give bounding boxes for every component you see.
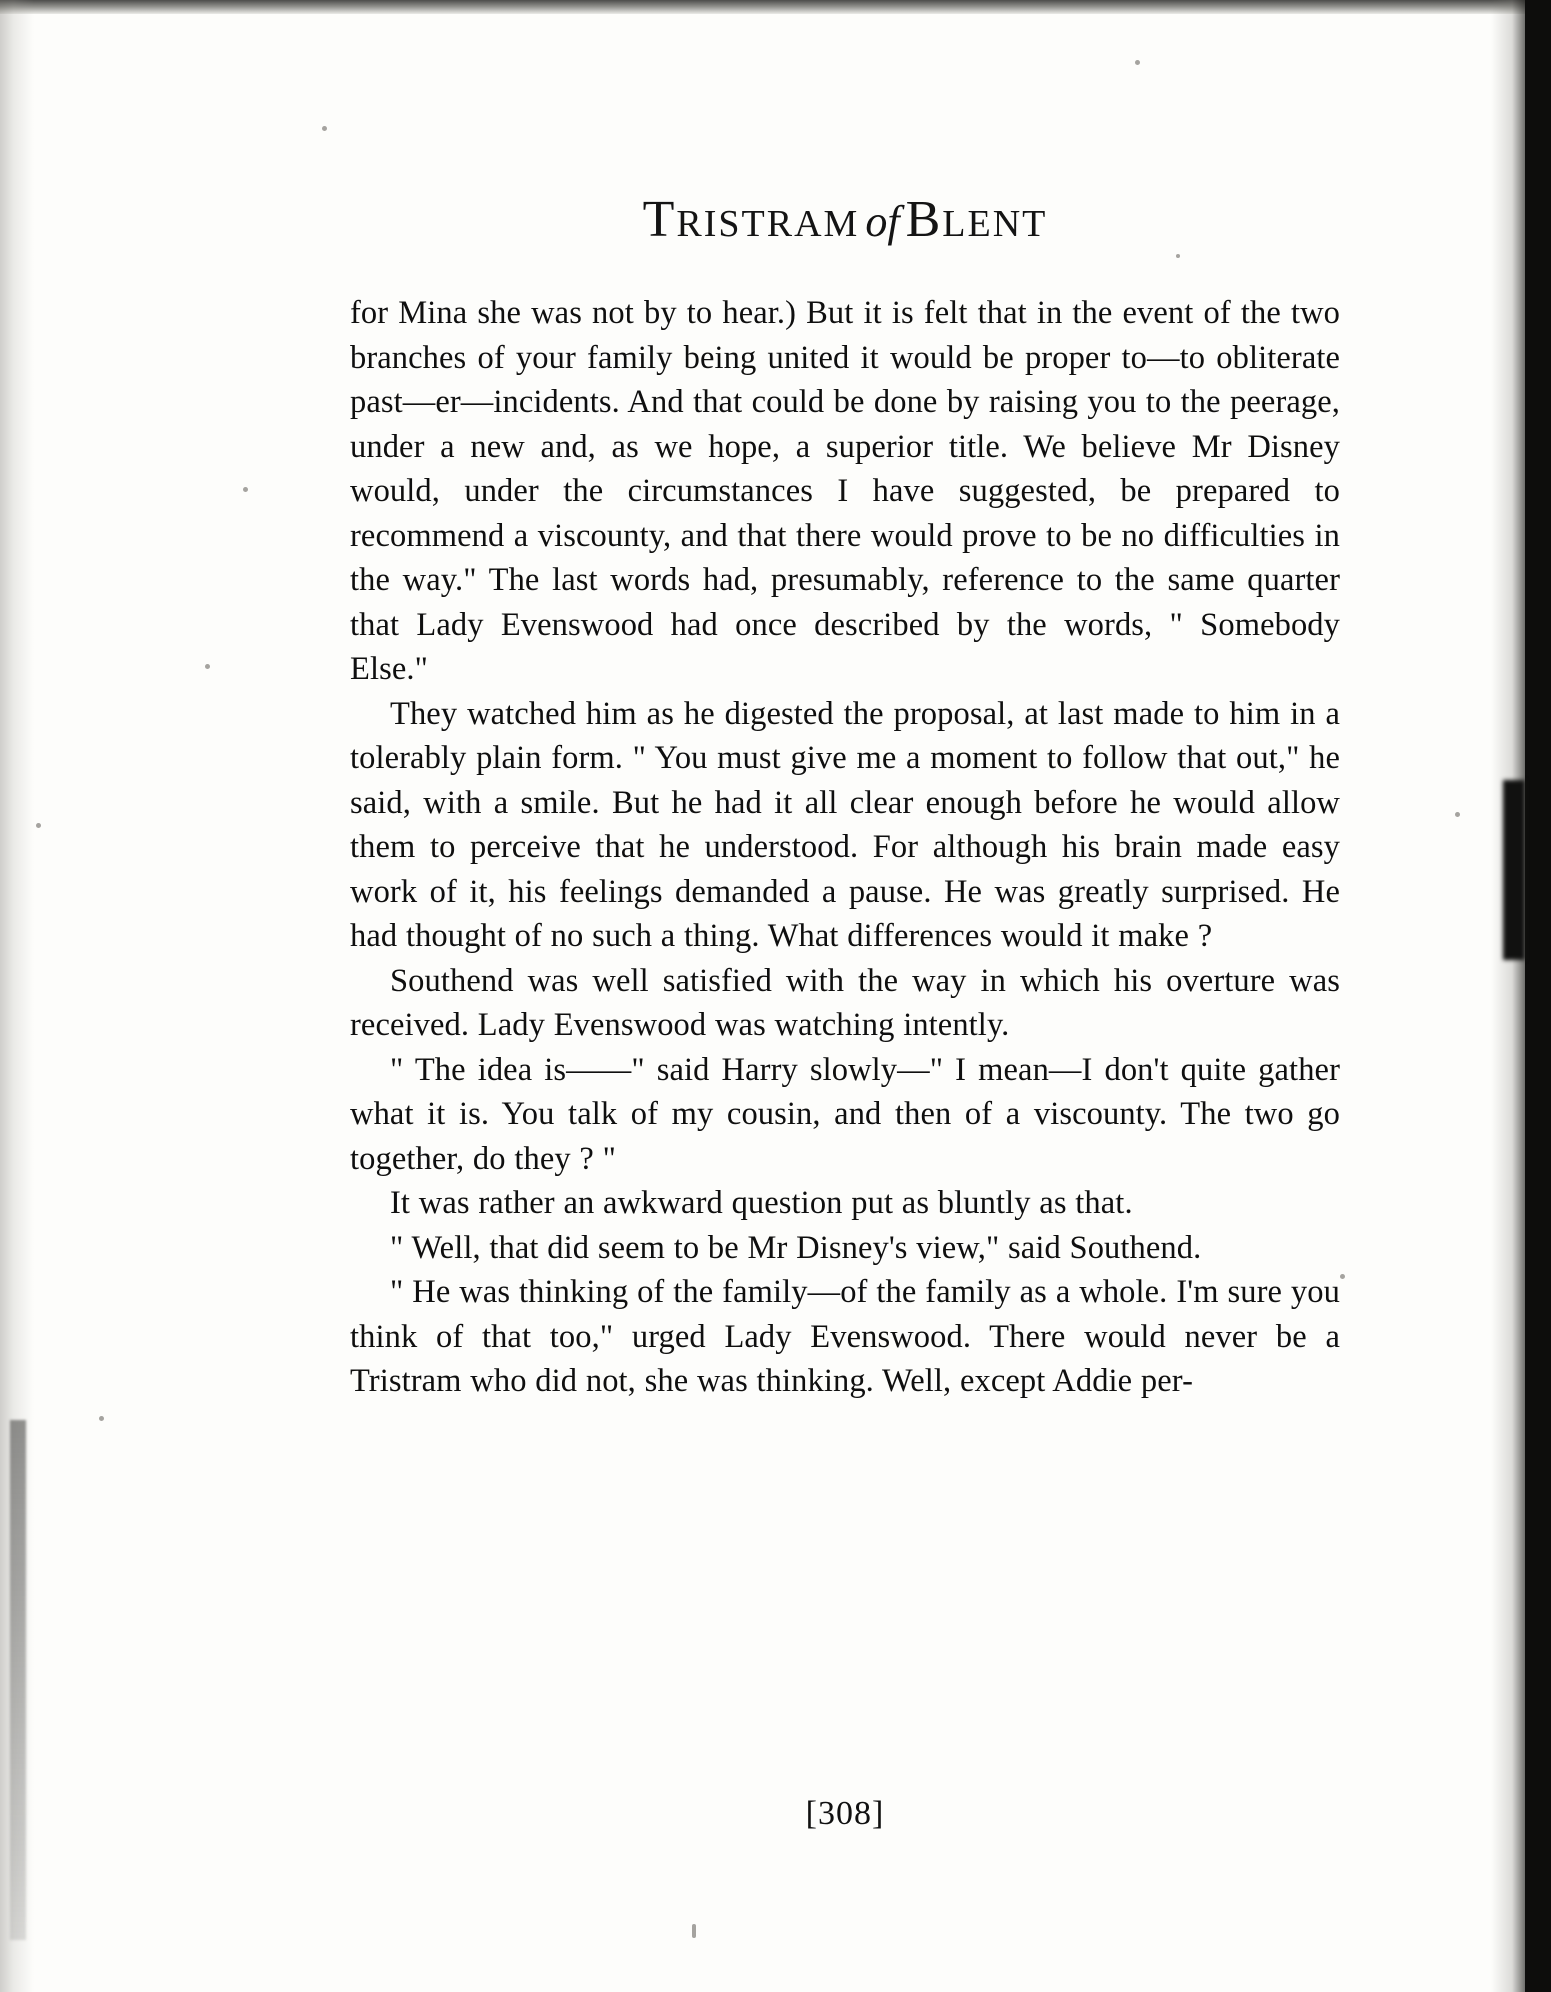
body-paragraph: It was rather an awkward question put as bluntly as that. <box>390 1185 1133 1221</box>
running-head-connector: of <box>865 197 900 246</box>
page-left-scan-artifact <box>10 1420 26 1940</box>
body-paragraph: " The idea is——" said Harry slowly—" I mean—I don't quite gather what it is. You talk of my cousin, and then of a viscounty. The two go together, do they ? " <box>350 1051 1340 1177</box>
page-binding-notch <box>1503 780 1525 960</box>
body-paragraph: " He was thinking of the family—of the family as a whole. I'm sure you think of that too," urged Lady Evenswood. There would never be a Tristram who did not, she was thinking. Well, except Addie per- <box>350 1274 1340 1399</box>
body-paragraph: " Well, that did seem to be Mr Disney's view," said Southend. <box>390 1229 1202 1266</box>
running-head <box>350 190 1340 249</box>
page-text-column <box>350 190 1340 1404</box>
scan-speck <box>1455 812 1460 817</box>
page-top-scan-edge <box>0 0 1551 14</box>
scan-speck <box>205 664 210 669</box>
running-head-title: TRISTRAM <box>642 191 860 248</box>
scan-speck <box>692 1924 696 1938</box>
body-paragraph: Southend was well satisfied with the way in which his overture was received. Lady Evenswood was watching intently. <box>350 962 1340 1043</box>
page-number: [308] <box>805 1795 885 1832</box>
scan-speck <box>36 823 41 828</box>
body-paragraph: for Mina she was not by to hear.) But it is felt that in the event of the two branches of your family being united it would be proper to—to obliterate past—er—incidents. And that could be done by raising you to the peerage, under a new and, as we hope, a superior title. We believe Mr Disney would, under the circumstances I have suggested, be prepared to recommend a viscounty, and that there would prove to be no difficulties in the way." The last words had, presumably, reference to the same quarter that Lady Evenswood had once described by the words, " Somebody Else." <box>350 295 1340 687</box>
running-head-subject: BLENT <box>905 191 1048 248</box>
scan-speck <box>1135 60 1140 65</box>
page-binding-edge <box>1525 0 1551 1992</box>
scan-speck <box>99 1416 104 1421</box>
body-paragraph: They watched him as he digested the proposal, at last made to him in a tolerably plain form. " You must give me a moment to follow that out," he said, with a smile. But he had it all clear enough before he would allow them to perceive that he understood. For although his brain made easy work of it, his feelings demanded a pause. He was greatly surprised. He had thought of no such a thing. What differences would it make ? <box>350 695 1340 954</box>
scan-speck <box>243 487 248 492</box>
scan-speck <box>322 126 327 131</box>
scan-speck <box>1340 1274 1345 1279</box>
